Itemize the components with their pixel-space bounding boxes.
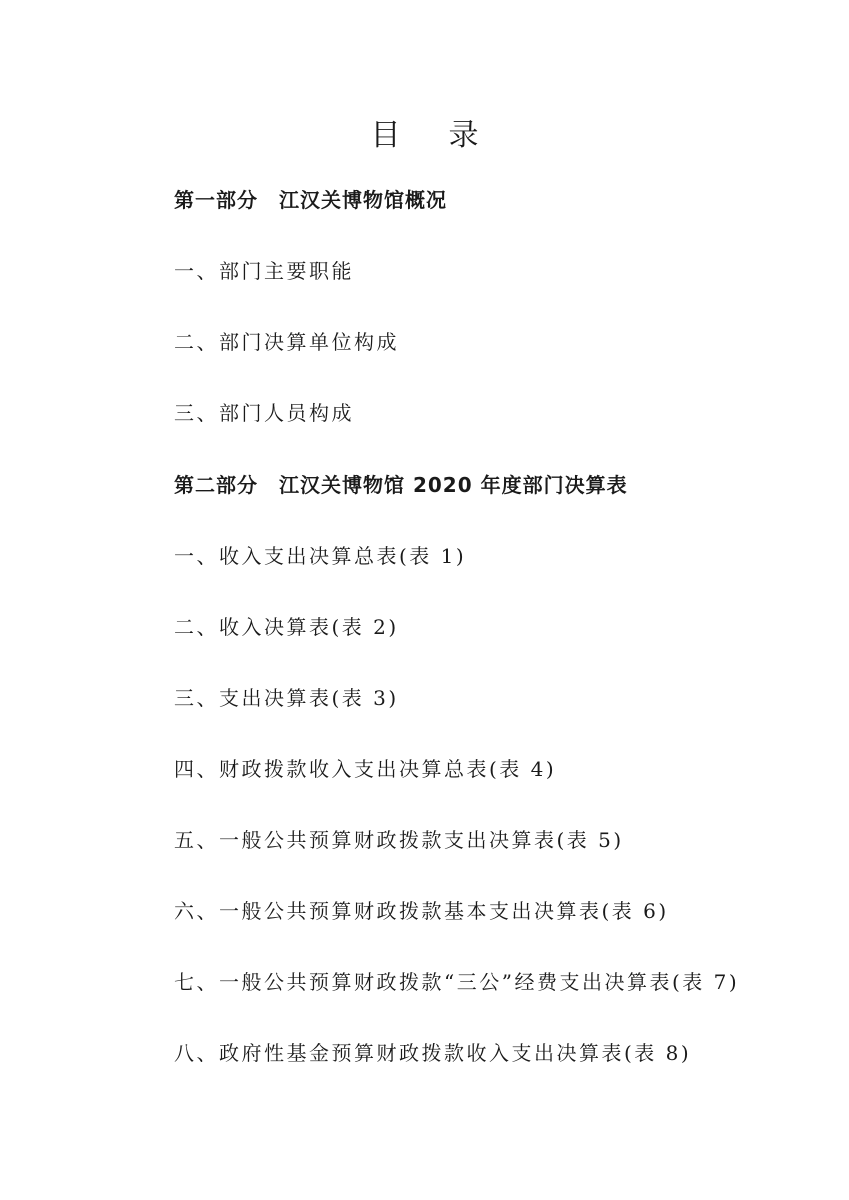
toc-item: 四、财政拨款收入支出决算总表(表 4): [174, 757, 557, 781]
toc-item: 一、部门主要职能: [174, 259, 354, 283]
toc-part-1: 第一部分 江汉关博物馆概况: [174, 188, 447, 212]
toc-part-2: 第二部分 江汉关博物馆 2020 年度部门决算表: [174, 473, 628, 497]
page-title: 目录: [370, 118, 527, 153]
toc-item: 二、收入决算表(表 2): [174, 615, 399, 639]
toc-item: 一、收入支出决算总表(表 1): [174, 544, 467, 568]
toc-item: 五、一般公共预算财政拨款支出决算表(表 5): [174, 828, 624, 852]
toc-item: 七、一般公共预算财政拨款“三公”经费支出决算表(表 7): [174, 970, 740, 994]
toc-item: 三、支出决算表(表 3): [174, 686, 399, 710]
toc-item: 八、政府性基金预算财政拨款收入支出决算表(表 8): [174, 1041, 692, 1065]
toc-item: 六、一般公共预算财政拨款基本支出决算表(表 6): [174, 899, 669, 923]
toc-item: 二、部门决算单位构成: [174, 330, 399, 354]
toc-item: 三、部门人员构成: [174, 401, 354, 425]
